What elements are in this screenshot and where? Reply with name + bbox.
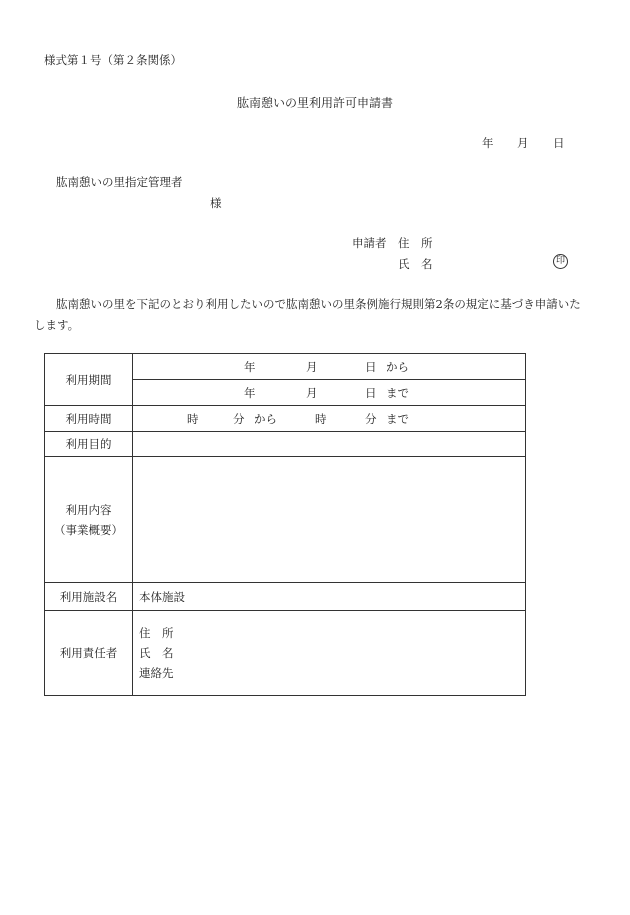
period-to-suffix: まで [386, 386, 409, 400]
purpose-cell[interactable] [133, 432, 526, 457]
purpose-row [45, 432, 526, 457]
facility-row [45, 583, 526, 611]
period-row-from [45, 354, 526, 380]
facility-value: 本体施設 [139, 589, 185, 604]
time-minute-2: 分 [365, 412, 377, 426]
addressee-honorific: 様 [210, 196, 222, 210]
facility-label: 利用施設名 [45, 583, 133, 611]
purpose-label: 利用目的 [45, 432, 133, 457]
time-hour-2: 時 [315, 412, 327, 426]
time-minute-1: 分 [233, 412, 245, 426]
content-label-line2: （事業概要） [54, 522, 123, 537]
responsible-label: 利用責任者 [45, 611, 133, 696]
time-to: まで [386, 412, 409, 426]
time-cell[interactable] [133, 406, 526, 432]
time-row [45, 406, 526, 432]
form-number: 様式第１号（第２条関係） [44, 53, 182, 67]
content-cell[interactable] [133, 457, 526, 583]
period-to-year: 年 [244, 386, 256, 400]
application-statement: 肱南憩いの里を下記のとおり利用したいので肱南憩いの里条例施行規則第2条の規定に基づき申請いたします。 [34, 297, 581, 332]
responsible-row [45, 611, 526, 696]
period-to-cell[interactable] [133, 380, 526, 406]
period-from-day: 日 [365, 360, 377, 374]
application-table [44, 353, 526, 696]
content-label-line1: 利用内容 [65, 502, 112, 517]
period-from-suffix: から [386, 360, 409, 374]
date-month-label: 月 [517, 136, 529, 150]
time-label: 利用時間 [45, 406, 133, 432]
facility-cell[interactable] [133, 583, 526, 611]
content-label [45, 457, 133, 583]
period-label: 利用期間 [45, 354, 133, 406]
period-to-month: 月 [306, 386, 318, 400]
applicant-address-label: 住 所 [398, 236, 433, 250]
applicant-label: 申請者 [352, 236, 387, 250]
addressee-name: 肱南憩いの里指定管理者 [56, 175, 183, 189]
period-from-month: 月 [306, 360, 318, 374]
date-year-label: 年 [482, 136, 494, 150]
responsible-contact-label: 連絡先 [139, 666, 174, 680]
seal-mark: 印 [553, 254, 568, 269]
period-from-cell[interactable] [133, 354, 526, 380]
period-to-day: 日 [365, 386, 377, 400]
time-from: から [254, 412, 277, 426]
date-day-label: 日 [553, 136, 565, 150]
form-title: 肱南憩いの里利用許可申請書 [236, 96, 393, 110]
time-hour-1: 時 [187, 412, 199, 426]
responsible-cell[interactable] [133, 611, 526, 696]
period-from-year: 年 [244, 360, 256, 374]
content-row [45, 457, 526, 583]
applicant-name-label: 氏 名 [398, 257, 433, 271]
responsible-address-label: 住 所 [139, 626, 174, 640]
responsible-name-label: 氏 名 [139, 646, 174, 660]
